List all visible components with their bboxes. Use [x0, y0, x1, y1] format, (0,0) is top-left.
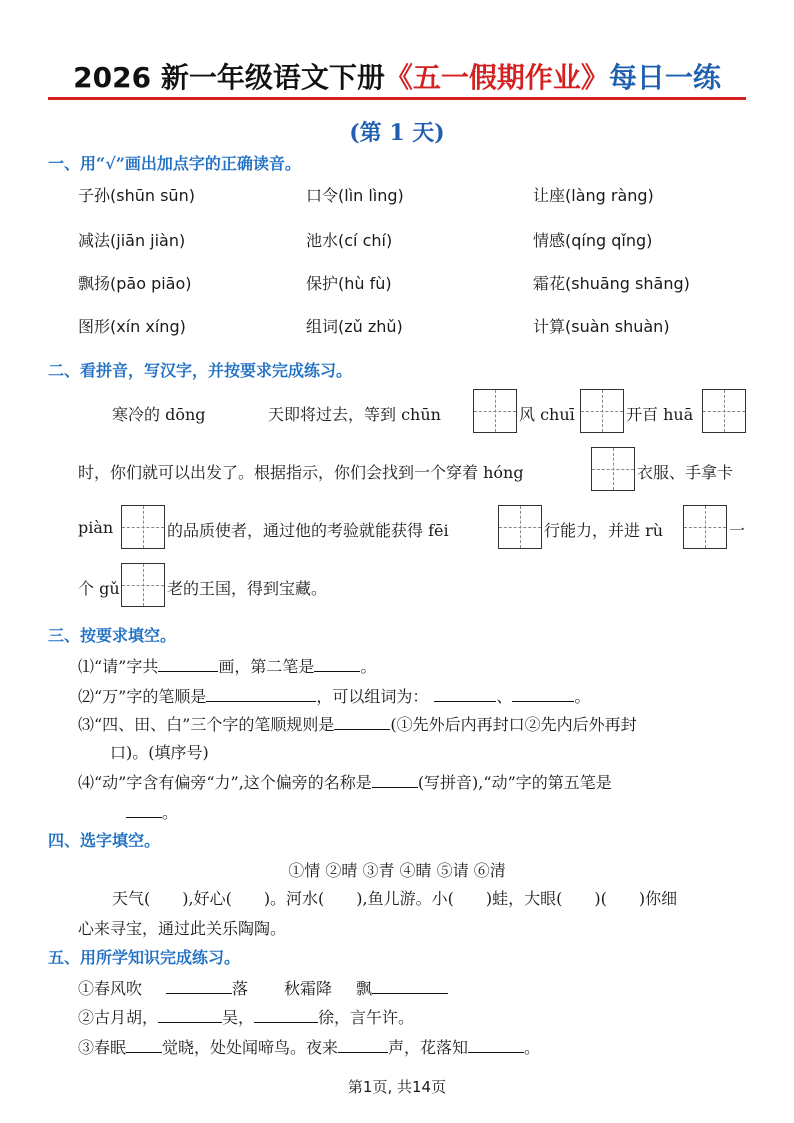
write-box[interactable] [121, 563, 165, 607]
write-box[interactable] [121, 505, 165, 549]
answer-blank[interactable] [314, 671, 360, 672]
page-number: 第1页, 共14页 [347, 1078, 447, 1096]
answer-blank[interactable] [468, 1052, 524, 1053]
write-box[interactable] [498, 505, 542, 549]
title-part-daily: 每日一练 [608, 61, 721, 94]
pinyin-item: 口令(lìn lìng) [306, 186, 404, 205]
title-part-book: 《五一假期作业》 [384, 61, 609, 94]
exercise-text: 飘 [356, 979, 373, 998]
write-box[interactable] [591, 447, 635, 491]
pinyin-item: 减法(jiān jiàn) [78, 231, 186, 250]
exercise-line [78, 976, 448, 999]
exercise-line [78, 1035, 540, 1058]
passage-text: 天即将过去，等到 chūn [268, 405, 441, 424]
exercise-text: ③春眠 [78, 1038, 127, 1057]
question-text: (写拼音),“动”字的第五笔是 [417, 773, 612, 792]
answer-blank[interactable] [338, 1052, 388, 1053]
question-text: 。 [360, 657, 377, 676]
passage-text: 风 chuī [519, 405, 575, 424]
title-part-grade: 2026 新一年级语文下册 [73, 61, 385, 94]
exercise-text: 吴， [222, 1008, 255, 1027]
title-underline [48, 97, 746, 100]
question-2 [78, 684, 590, 707]
fill-line: 天气( ),好心( )。河水( ),鱼儿游。小( )蛙，大眼( )( )你细 [112, 889, 678, 908]
answer-blank[interactable] [512, 701, 574, 702]
question-text: ⑴“请”字共 [78, 657, 159, 676]
fill-line: 心来寻宝，通过此关乐陶陶。 [78, 919, 287, 938]
question-text: 。 [162, 803, 179, 822]
passage-text: 老的王国，得到宝藏。 [167, 579, 328, 598]
pinyin-item: 组词(zǔ zhǔ) [306, 317, 403, 336]
section5-heading: 五、用所学知识完成练习。 [48, 948, 241, 967]
question-3-cont: 口)。(填序号) [110, 743, 209, 762]
pinyin-item: 飘扬(pāo piāo) [78, 274, 192, 293]
question-text: 。 [574, 687, 591, 706]
exercise-text: 。 [524, 1038, 541, 1057]
question-text: ⑷“动”字含有偏旁“力”,这个偏旁的名称是 [78, 773, 372, 792]
question-text: 画，第二笔是 [218, 657, 315, 676]
day-label: (第 1 天) [349, 120, 445, 146]
answer-blank[interactable] [166, 993, 232, 994]
write-box[interactable] [580, 389, 624, 433]
pinyin-item: 子孙(shūn sūn) [78, 186, 195, 205]
exercise-text: 声，花落知 [388, 1038, 469, 1057]
passage-text: 衣服、手拿卡 [637, 463, 734, 482]
answer-blank[interactable] [206, 701, 316, 702]
passage-text: 行能力，并进 rù [544, 521, 664, 540]
exercise-text: 落 [232, 979, 249, 998]
exercise-text: ①春风吹 [78, 979, 143, 998]
passage-text: piàn [78, 518, 114, 537]
exercise-text: 秋霜降 [284, 979, 333, 998]
write-box[interactable] [702, 389, 746, 433]
answer-blank[interactable] [158, 671, 218, 672]
question-text: ⑶“四、田、白”三个字的笔顺规则是 [78, 715, 335, 734]
answer-blank[interactable] [372, 787, 418, 788]
pinyin-item: 让座(làng ràng) [533, 186, 654, 205]
answer-blank[interactable] [126, 817, 162, 818]
question-text: 、 [496, 687, 513, 706]
pinyin-item: 情感(qíng qǐng) [533, 231, 653, 250]
exercise-text: 徐，言午许。 [318, 1008, 415, 1027]
section3-heading: 三、按要求填空。 [48, 626, 177, 645]
passage-text: 开百 huā [626, 405, 694, 424]
answer-blank[interactable] [254, 1022, 318, 1023]
passage-text: 一 [729, 521, 746, 540]
page-title [0, 58, 794, 98]
passage-text: 的品质使者，通过他的考验就能获得 fēi [167, 521, 449, 540]
option-list: ①情 ②晴 ③青 ④睛 ⑤请 ⑥清 [288, 861, 506, 880]
answer-blank[interactable] [434, 701, 496, 702]
question-1 [78, 654, 376, 677]
exercise-text: 觉晓，处处闻啼鸟。夜来 [162, 1038, 339, 1057]
exercise-line [78, 1005, 414, 1028]
exercise-text: ②古月胡， [78, 1008, 159, 1027]
passage-text: 寒冷的 dōng [112, 405, 206, 424]
pinyin-item: 霜花(shuāng shāng) [533, 274, 690, 293]
answer-blank[interactable] [126, 1052, 162, 1053]
section4-heading: 四、选字填空。 [48, 831, 161, 850]
answer-blank[interactable] [158, 1022, 222, 1023]
question-4-cont [126, 800, 178, 823]
answer-blank[interactable] [372, 993, 448, 994]
passage-text: 个 gǔ [78, 579, 120, 598]
write-box[interactable] [683, 505, 727, 549]
question-text: (①先外后内再封口②先内后外再封 [390, 715, 637, 734]
question-text: ，可以组词为： [316, 687, 429, 706]
question-4 [78, 770, 612, 793]
write-box[interactable] [473, 389, 517, 433]
pinyin-item: 保护(hù fù) [306, 274, 392, 293]
passage-text: 时，你们就可以出发了。根据指示，你们会找到一个穿着 hóng [78, 463, 524, 482]
section1-heading: 一、用“√”画出加点字的正确读音。 [48, 154, 301, 173]
question-3 [78, 712, 637, 735]
pinyin-item: 池水(cí chí) [306, 231, 393, 250]
question-text: ⑵“万”字的笔顺是 [78, 687, 207, 706]
pinyin-item: 图形(xín xíng) [78, 317, 186, 336]
section2-heading: 二、看拼音，写汉字，并按要求完成练习。 [48, 361, 353, 380]
pinyin-item: 计算(suàn shuàn) [533, 317, 670, 336]
answer-blank[interactable] [334, 729, 390, 730]
